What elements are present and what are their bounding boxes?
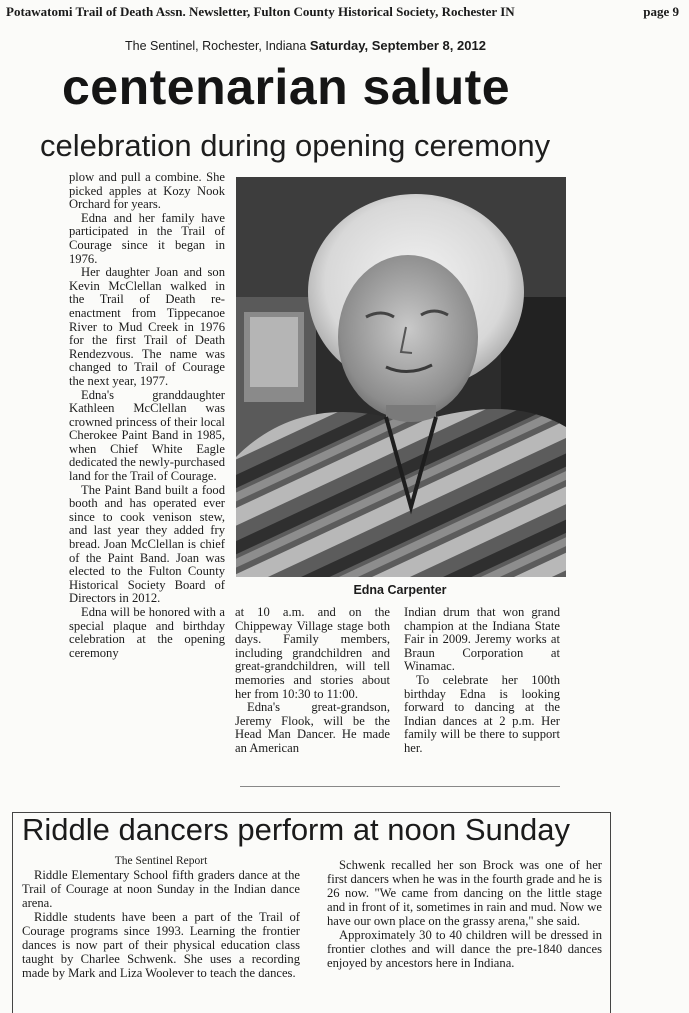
- article-subhead: celebration during opening ceremony: [40, 128, 551, 163]
- dateline: [125, 38, 486, 53]
- article2-left-column: [22, 854, 300, 980]
- article-column-1: [69, 171, 225, 660]
- portrait-image: [236, 177, 566, 577]
- paragraph: To celebrate her 100th birthday Edna is looking forward to dancing at the Indian dances at 2 p.m. Her family will be there to support her.: [404, 672, 560, 755]
- page-number: page 9: [643, 4, 679, 19]
- paragraph: Indian drum that won grand champion at the Indiana State Fair in 2009. Jeremy works at Braun Corporation at Winamac.: [404, 605, 560, 674]
- paragraph: Edna and her family have participated in the Trail of Courage since it began in 1976.: [69, 210, 225, 266]
- newsletter-header: Potawatomi Trail of Death Assn. Newsletter, Fulton County Historical Society, Rochester IN: [6, 4, 515, 19]
- paragraph: Schwenk recalled her son Brock was one of her first dancers when he was in the fourth grade and he is 26 now. "We came from dancing on the little stage and in front of it, sometimes in rain and mud. Now we have our own place on the grassy arena," she said.: [327, 858, 602, 928]
- paragraph: at 10 a.m. and on the Chippeway Village stage both days. Family members, including grandchildren and great-grandchildren, will tell memories and stories about her from 10:30 to 11:00.: [235, 605, 390, 701]
- column-divider: [240, 786, 560, 787]
- paragraph: Riddle students have been a part of the Trail of Courage programs since 1993. Learning the frontier dances is now part of their physical education class taught by Charlee Schwenk. She uses a recording made by Mark and Liza Woolever to teach the dances.: [22, 910, 300, 980]
- portrait-photo: [236, 177, 566, 577]
- paragraph: Edna's great-grandson, Jeremy Flook, will be the Head Man Dancer. He made an American: [235, 700, 390, 755]
- article2-headline: Riddle dancers perform at noon Sunday: [22, 812, 570, 847]
- paragraph: Edna will be honored with a special plaque and birthday celebration at the opening ceremony: [69, 605, 225, 660]
- paragraph: Approximately 30 to 40 children will be dressed in frontier clothes and will dance the pre-1840 dances enjoyed by ancestors here in Indiana.: [327, 928, 602, 970]
- paragraph: Her daughter Joan and son Kevin McClellan walked in the Trail of Death re-enactment from Tippecanoe River to Mud Creek in 1976 for the first Trail of Death Rendezvous. The name was changed to Trail of Courage the next year, 1977.: [69, 265, 225, 388]
- paper-name: The Sentinel, Rochester, Indiana: [125, 39, 307, 53]
- publication-date: Saturday, September 8, 2012: [309, 38, 486, 53]
- paragraph: Edna's granddaughter Kathleen McClellan was crowned princess of their local Cherokee Paint Band in 1985, when Chief White Eagle dedicated the newly-purchased land for the Trail of Courage.: [69, 387, 225, 484]
- paragraph: Riddle Elementary School fifth graders dance at the Trail of Courage at noon Sunday in the Indian dance arena.: [22, 868, 300, 910]
- article-column-2: [235, 606, 390, 756]
- photo-caption: Edna Carpenter: [353, 583, 447, 597]
- paragraph: plow and pull a combine. She picked apples at Kozy Nook Orchard for years.: [69, 170, 225, 212]
- article-headline: centenarian salute: [62, 59, 511, 115]
- byline: The Sentinel Report: [114, 855, 208, 867]
- paragraph: The Paint Band built a food booth and has operated ever since to cook venison stew, and last year they added fry bread. Joan McClellan is chief of the Paint Band. Joan was elected to the Fulton County Historical Society Board of Directors in 2012.: [69, 482, 225, 606]
- article2-right-column: [327, 858, 602, 970]
- article-column-3: [404, 606, 560, 756]
